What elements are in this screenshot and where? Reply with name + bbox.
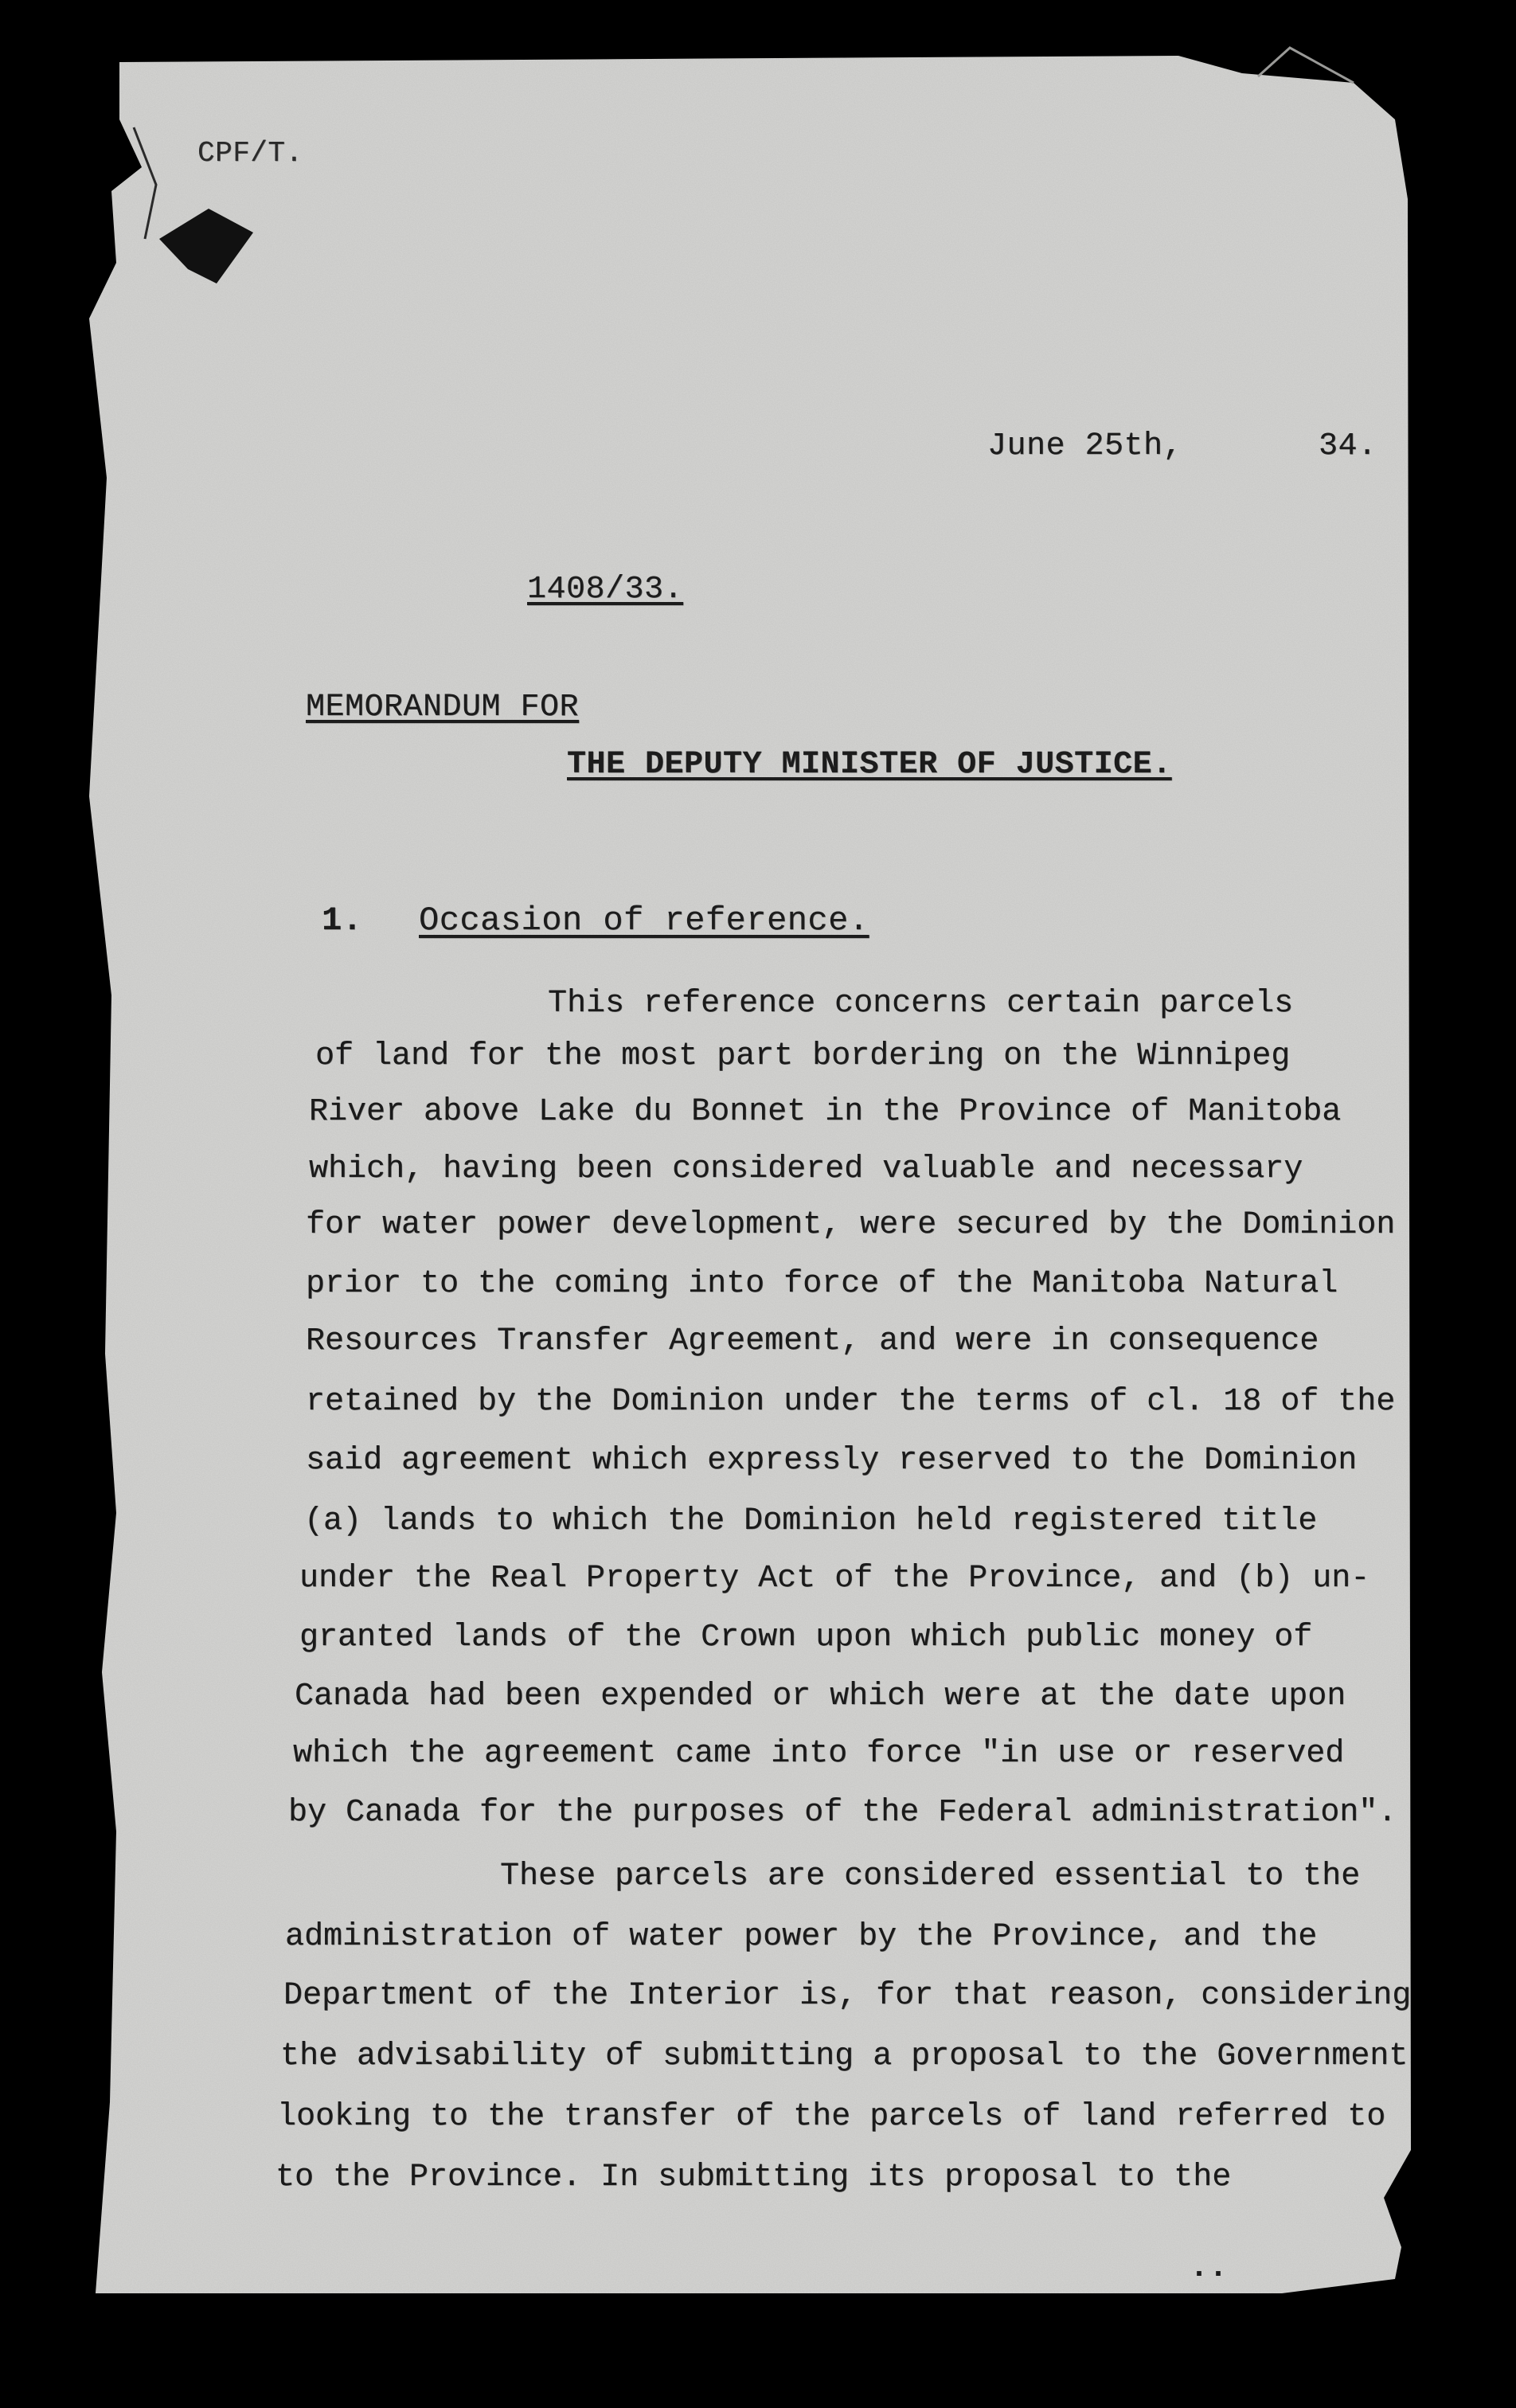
body-line: which, having been considered valuable and necessary <box>309 1151 1303 1187</box>
memo-year: 34. <box>1319 428 1377 464</box>
body-line: prior to the coming into force of the Manitoba Natural <box>306 1266 1338 1302</box>
body-line: under the Real Property Act of the Province, and (b) un- <box>299 1561 1370 1597</box>
body-line: (a) lands to which the Dominion held registered title <box>304 1503 1318 1539</box>
body-line: retained by the Dominion under the terms of cl. 18 of the <box>306 1384 1396 1420</box>
section-number: 1. <box>322 901 363 940</box>
body-line: Canada had been expended or which were at the date upon <box>295 1679 1346 1714</box>
body-line: the advisability of submitting a proposal to the Government <box>280 2039 1409 2074</box>
body-line: of land for the most part bordering on the Winnipeg <box>315 1038 1291 1074</box>
continuation-mark: .. <box>1190 2250 1229 2286</box>
body-line: administration of water power by the Province, and the <box>285 1919 1318 1955</box>
body-line: granted lands of the Crown upon which public money of <box>299 1620 1313 1656</box>
file-number: 1408/33. <box>527 572 684 608</box>
memo-heading: MEMORANDUM FOR <box>306 690 580 725</box>
memo-date: June 25th, <box>987 428 1183 464</box>
body-line: looking to the transfer of the parcels of land referred to <box>277 2099 1386 2135</box>
body-line: These parcels are considered essential to the <box>500 1859 1361 1894</box>
reference-code: CPF/T. <box>197 137 303 170</box>
body-line: to the Province. In submitting its proposal to the <box>275 2160 1232 2195</box>
body-line: said agreement which expressly reserved to the Dominion <box>306 1443 1358 1479</box>
body-line: by Canada for the purposes of the Federal administration". <box>288 1795 1397 1831</box>
body-line: This reference concerns certain parcels <box>548 986 1294 1022</box>
body-line: Resources Transfer Agreement, and were in consequence <box>306 1323 1319 1359</box>
section-title: Occasion of reference. <box>419 901 869 940</box>
body-line: which the agreement came into force "in use or reserved <box>293 1736 1345 1772</box>
body-line: Department of the Interior is, for that reason, considering <box>283 1978 1412 2014</box>
body-line: for water power development, were secured by the Dominion <box>306 1207 1396 1243</box>
memo-recipient: THE DEPUTY MINISTER OF JUSTICE. <box>567 747 1172 783</box>
body-line: River above Lake du Bonnet in the Province of Manitoba <box>309 1094 1342 1130</box>
